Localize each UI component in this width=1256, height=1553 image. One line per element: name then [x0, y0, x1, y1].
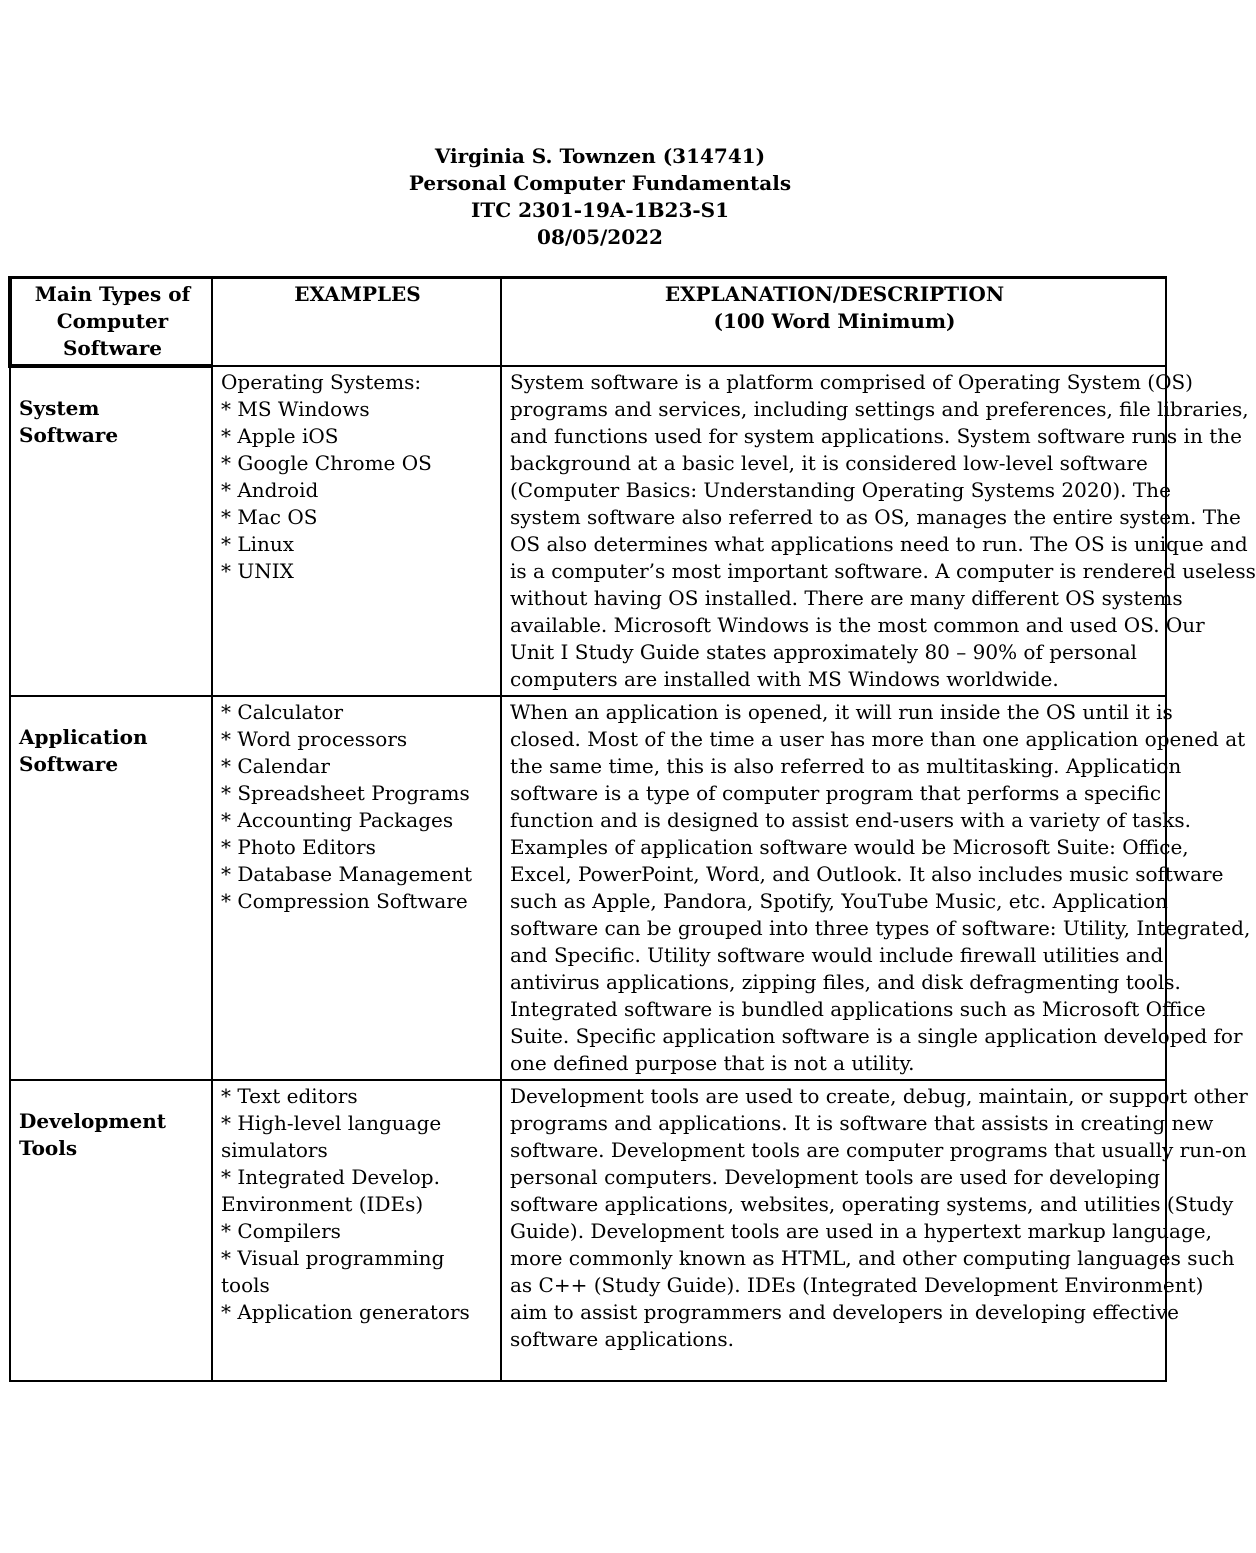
description-line: When an application is opened, it will run inside the OS until it is: [510, 700, 1173, 724]
description-line: computers are installed with MS Windows worldwide.: [510, 667, 1059, 691]
description-line: and Specific. Utility software would include firewall utilities and: [510, 943, 1164, 967]
description-line: Examples of application software would be Microsoft Suite: Office,: [510, 835, 1189, 859]
course-title: Personal Computer Fundamentals: [408, 171, 792, 195]
document-date: 08/05/2022: [537, 225, 663, 249]
row-description-cell: [501, 1080, 1248, 1381]
row-description-cell: [501, 366, 1256, 696]
description-line: and functions used for system applications. System software runs in the: [510, 424, 1242, 448]
software-types-table: [8, 276, 1256, 1382]
example-item: * Application generators: [221, 1300, 470, 1324]
description-line: software. Development tools are computer programs that usually run-on: [510, 1138, 1247, 1162]
description-line: (Computer Basics: Understanding Operating Systems 2020). The: [510, 478, 1171, 502]
document-header: [0, 143, 1200, 251]
row-examples-cell: [212, 1080, 501, 1381]
description-line: software applications, websites, operating systems, and utilities (Study: [510, 1192, 1234, 1216]
example-item: * Accounting Packages: [221, 808, 454, 832]
row-type-cell: [10, 366, 212, 696]
example-item: * Apple iOS: [221, 424, 339, 448]
example-item: * Compression Software: [221, 889, 468, 913]
row-description-cell: [501, 696, 1251, 1080]
example-item: Operating Systems:: [221, 370, 422, 394]
description-line: such as Apple, Pandora, Spotify, YouTube Music, etc. Application: [510, 889, 1168, 913]
example-item: * Word processors: [221, 727, 408, 751]
row-type-cell: [10, 696, 212, 1080]
row-type-label: Development Tools: [19, 1109, 167, 1160]
header-explanation: EXPLANATION/DESCRIPTION (100 Word Minimum): [501, 278, 1166, 367]
example-item: * Calendar: [221, 754, 330, 778]
description-line: available. Microsoft Windows is the most common and used OS. Our: [510, 613, 1205, 637]
description-line: Development tools are used to create, debug, maintain, or support other: [510, 1084, 1248, 1108]
example-item: tools: [221, 1273, 270, 1297]
example-item: * Photo Editors: [221, 835, 376, 859]
table-header-row: [10, 278, 1166, 367]
header-examples: EXAMPLES: [212, 278, 501, 367]
description-line: Unit I Study Guide states approximately 80 – 90% of personal: [510, 640, 1137, 664]
table-row: [10, 366, 1166, 696]
example-item: * Linux: [221, 532, 295, 556]
description-line: personal computers. Development tools are used for developing: [510, 1165, 1161, 1189]
description-line: closed. Most of the time a user has more than one application opened at: [510, 727, 1246, 751]
description-line: system software also referred to as OS, manages the entire system. The: [510, 505, 1241, 529]
course-section: ITC 2301-19A-1B23-S1: [470, 198, 730, 222]
description-line: software is a type of computer program that performs a specific: [510, 781, 1162, 805]
description-line: aim to assist programmers and developers in developing effective: [510, 1300, 1179, 1324]
description-line: is a computer’s most important software. A computer is rendered useless: [510, 559, 1256, 583]
author-name: Virginia S. Townzen (314741): [434, 144, 766, 168]
description-line: one defined purpose that is not a utility.: [510, 1051, 915, 1075]
example-item: * Android: [221, 478, 319, 502]
description-line: software can be grouped into three types of software: Utility, Integrated,: [510, 916, 1251, 940]
example-item: * Integrated Develop.: [221, 1165, 440, 1189]
example-item: * Mac OS: [221, 505, 318, 529]
header-main-types: Main Types of Computer Software: [10, 278, 212, 367]
row-type-label: System Software: [19, 396, 119, 447]
example-item: * High-level language: [221, 1111, 442, 1135]
example-item: * Compilers: [221, 1219, 341, 1243]
example-item: * Google Chrome OS: [221, 451, 432, 475]
description-line: antivirus applications, zipping files, and disk defragmenting tools.: [510, 970, 1181, 994]
example-item: Environment (IDEs): [221, 1192, 424, 1216]
example-item: * Calculator: [221, 700, 344, 724]
description-line: programs and services, including settings and preferences, file libraries,: [510, 397, 1249, 421]
row-type-label: Application Software: [19, 725, 148, 776]
description-line: function and is designed to assist end-users with a variety of tasks.: [510, 808, 1191, 832]
example-item: * Text editors: [221, 1084, 358, 1108]
description-line: more commonly known as HTML, and other computing languages such: [510, 1246, 1235, 1270]
description-line: without having OS installed. There are many different OS systems: [510, 586, 1183, 610]
example-item: * Visual programming: [221, 1246, 445, 1270]
description-line: Excel, PowerPoint, Word, and Outlook. It also includes music software: [510, 862, 1224, 886]
example-item: * MS Windows: [221, 397, 370, 421]
description-line: the same time, this is also referred to as multitasking. Application: [510, 754, 1182, 778]
description-line: software applications.: [510, 1327, 734, 1351]
description-line: background at a basic level, it is considered low-level software: [510, 451, 1148, 475]
example-item: * Spreadsheet Programs: [221, 781, 470, 805]
example-item: * Database Management: [221, 862, 473, 886]
table-row: [10, 1080, 1166, 1381]
row-type-cell: [10, 1080, 212, 1381]
description-line: programs and applications. It is software that assists in creating new: [510, 1111, 1214, 1135]
description-line: Guide). Development tools are used in a hypertext markup language,: [510, 1219, 1212, 1243]
row-examples-cell: [212, 366, 501, 696]
description-line: Suite. Specific application software is a single application developed for: [510, 1024, 1243, 1048]
description-line: Integrated software is bundled applications such as Microsoft Office: [510, 997, 1206, 1021]
example-item: simulators: [221, 1138, 328, 1162]
table-row: [10, 696, 1166, 1080]
description-line: as C++ (Study Guide). IDEs (Integrated Development Environment): [510, 1273, 1204, 1297]
description-line: OS also determines what applications need to run. The OS is unique and: [510, 532, 1248, 556]
description-line: System software is a platform comprised of Operating System (OS): [510, 370, 1193, 394]
example-item: * UNIX: [221, 559, 294, 583]
row-examples-cell: [212, 696, 501, 1080]
